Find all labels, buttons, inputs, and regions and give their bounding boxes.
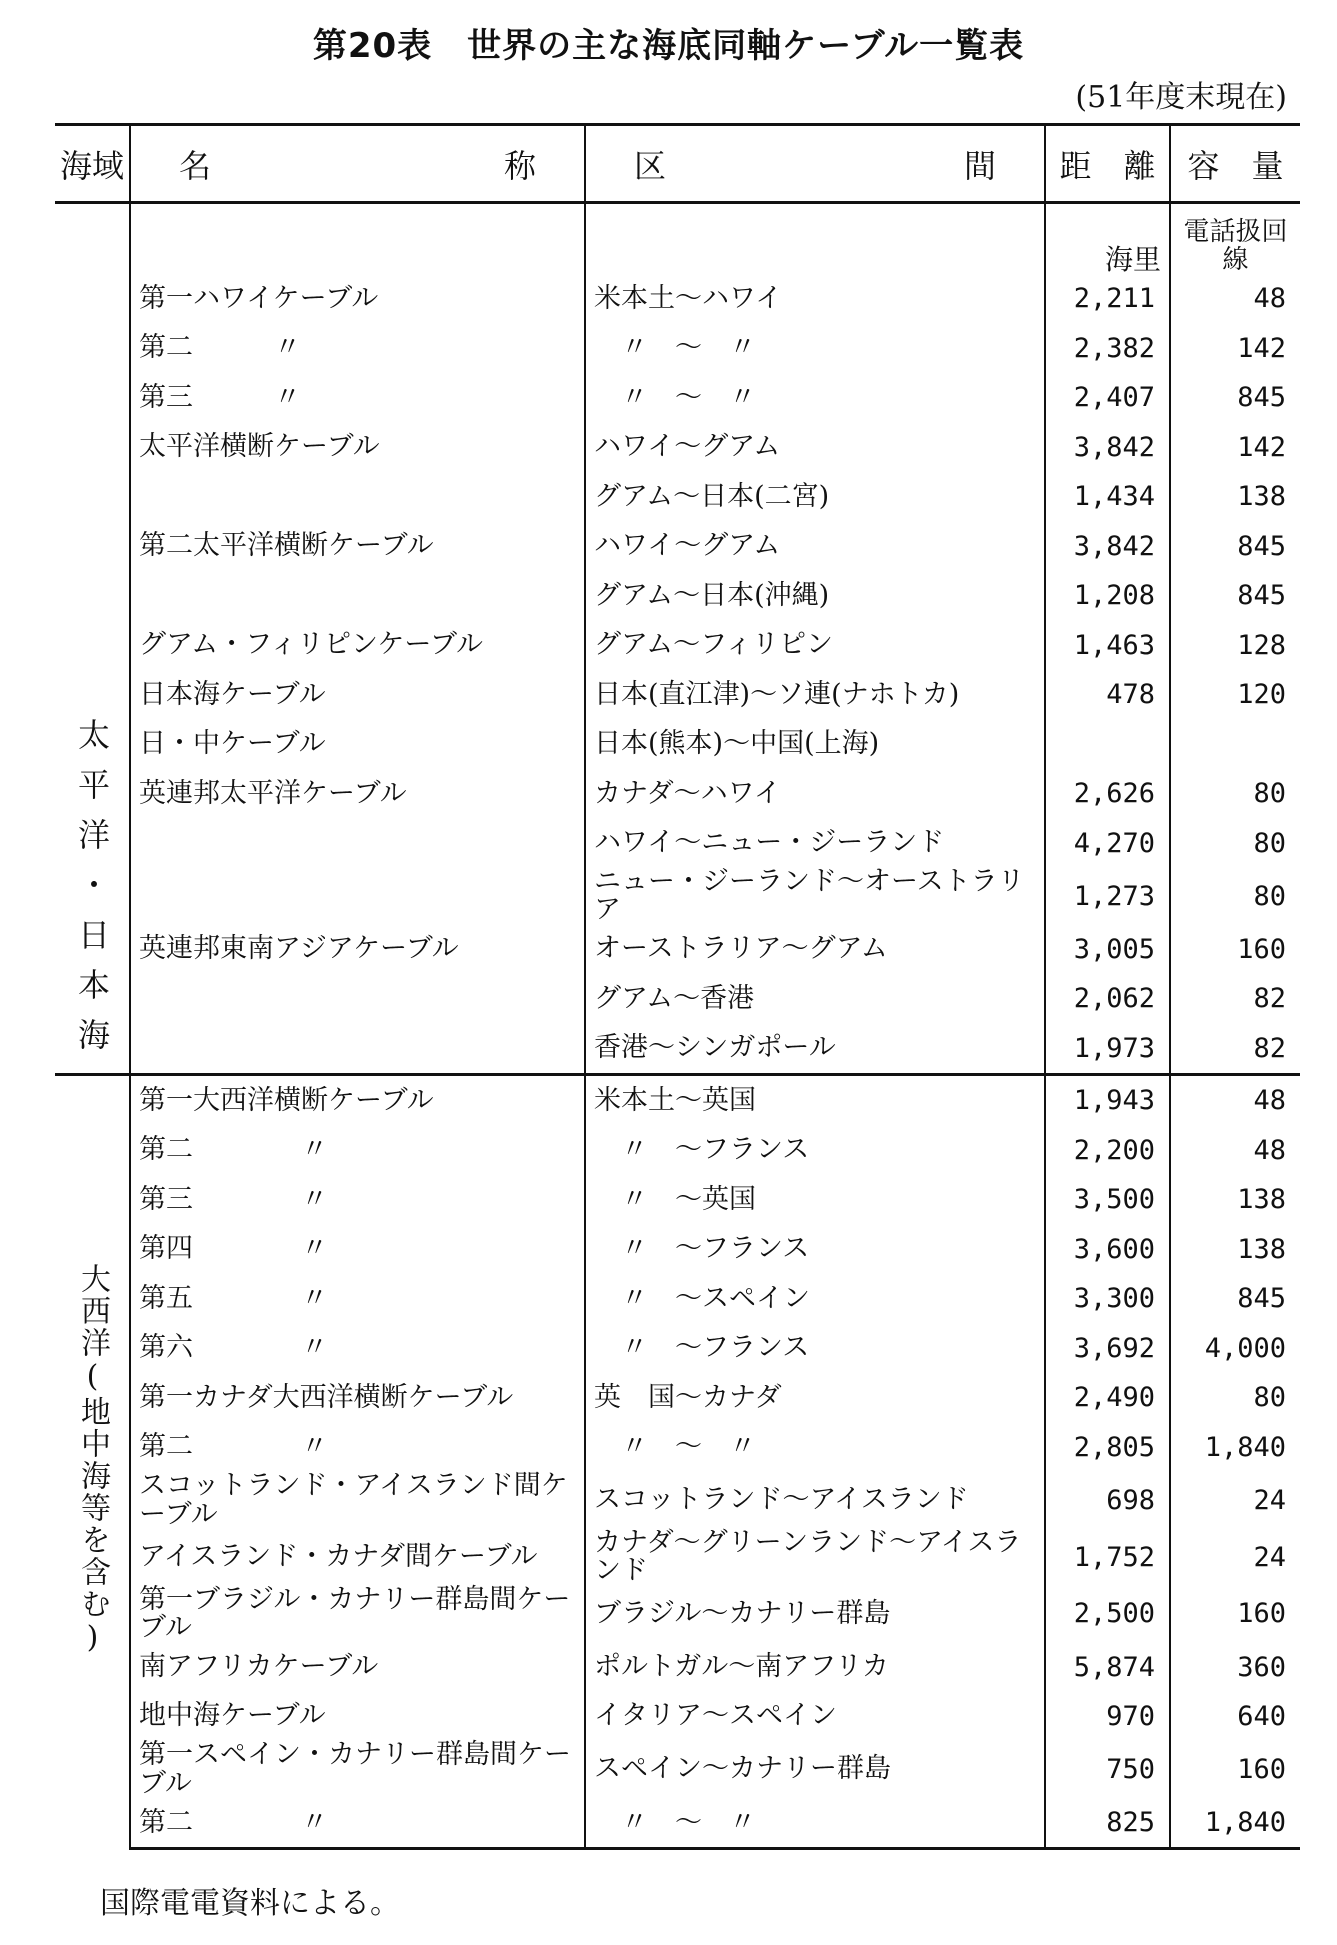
table-row <box>55 868 1300 925</box>
cable-name: 第二太平洋横断ケーブル <box>130 522 585 572</box>
cable-distance: 1,434 <box>1045 472 1170 522</box>
cable-distance: 3,842 <box>1045 522 1170 572</box>
cable-distance: 2,407 <box>1045 373 1170 423</box>
cable-distance: 2,062 <box>1045 974 1170 1024</box>
cable-capacity: 160 <box>1237 1598 1286 1630</box>
cable-distance: 5,874 <box>1045 1642 1170 1692</box>
cable-distance: 3,842 <box>1045 423 1170 473</box>
cable-capacity: 80 <box>1253 880 1286 912</box>
cable-section: 〃 ～ 〃 <box>585 1798 1045 1849</box>
cable-distance: 1,463 <box>1045 621 1170 671</box>
table-title: 第20表 世界の主な海底同軸ケーブル一覧表 <box>312 26 1025 66</box>
cable-table <box>55 123 1314 1850</box>
cable-capacity: 360 <box>1237 1651 1286 1683</box>
cable-name: グアム・フィリピンケーブル <box>130 621 585 671</box>
table-row <box>55 769 1300 819</box>
capacity-unit-cell <box>1170 203 1314 275</box>
cable-name: 第一ハワイケーブル <box>130 274 585 324</box>
cable-capacity: 845 <box>1237 580 1286 612</box>
cable-section: オーストラリア～グアム <box>585 925 1045 975</box>
cable-name <box>130 1024 585 1075</box>
cable-distance: 2,805 <box>1045 1423 1170 1473</box>
cable-capacity: 640 <box>1237 1701 1286 1732</box>
cable-section: カナダ～ハワイ <box>585 769 1045 819</box>
cable-section: グアム～日本(沖縄) <box>585 571 1045 621</box>
cable-section: 〃 ～フランス <box>585 1324 1045 1374</box>
cable-distance: 1,208 <box>1045 571 1170 621</box>
distance-unit-cell <box>1045 203 1170 275</box>
table-row <box>55 1274 1300 1324</box>
cable-section: ハワイ～グアム <box>585 423 1045 473</box>
cable-capacity: 80 <box>1253 778 1286 810</box>
cable-name: 太平洋横断ケーブル <box>130 423 585 473</box>
cable-distance: 1,943 <box>1045 1075 1170 1126</box>
cable-name: 第一スペイン・カナリー群島間ケーブル <box>130 1741 585 1798</box>
table-row <box>55 621 1300 671</box>
cable-name <box>130 472 585 522</box>
cable-section: 〃 ～ 〃 <box>585 324 1045 374</box>
cable-capacity: 24 <box>1253 1541 1286 1573</box>
cable-section: 〃 ～フランス <box>585 1225 1045 1275</box>
cable-capacity: 24 <box>1253 1485 1286 1517</box>
cable-distance: 698 <box>1045 1472 1170 1529</box>
table-row <box>55 1586 1300 1643</box>
table-row <box>55 1225 1300 1275</box>
cable-name: 第二 〃 <box>130 1423 585 1473</box>
cable-capacity: 128 <box>1237 629 1286 661</box>
cable-distance: 825 <box>1045 1798 1170 1849</box>
cable-capacity: 80 <box>1253 1382 1286 1414</box>
header-section: 区 間 <box>585 125 1045 203</box>
table-header <box>55 125 1300 203</box>
cable-capacity: 80 <box>1253 827 1286 859</box>
cable-capacity: 138 <box>1237 481 1286 513</box>
cable-name <box>130 868 585 925</box>
cable-capacity: 845 <box>1237 382 1286 414</box>
table-row <box>55 324 1300 374</box>
table-row <box>55 423 1300 473</box>
cable-capacity: 4,000 <box>1204 1332 1286 1364</box>
cable-distance: 2,626 <box>1045 769 1170 819</box>
cable-section: ブラジル～カナリー群島 <box>585 1586 1045 1643</box>
cable-capacity: 120 <box>1237 679 1286 711</box>
region-label: 太平洋・日本海 <box>73 718 111 1069</box>
table-row <box>55 1798 1300 1849</box>
cable-capacity: 48 <box>1170 1075 1300 1126</box>
cable-name: 第一カナダ大西洋横断ケーブル <box>130 1373 585 1423</box>
cable-name: アイスランド・カナダ間ケーブル <box>130 1529 585 1586</box>
header-distance: 距 離 <box>1045 125 1170 203</box>
cable-section: スペイン～カナリー群島 <box>585 1741 1045 1798</box>
table-row <box>55 720 1300 770</box>
cable-distance: 2,211 <box>1045 274 1170 324</box>
table-row <box>55 472 1300 522</box>
cable-capacity: 142 <box>1237 431 1286 463</box>
cable-distance: 4,270 <box>1045 819 1170 869</box>
distance-unit: 海里 <box>1104 243 1161 276</box>
cable-distance: 3,300 <box>1045 1274 1170 1324</box>
cable-distance: 2,500 <box>1045 1586 1170 1643</box>
cable-name: 英連邦太平洋ケーブル <box>130 769 585 819</box>
table-body <box>55 203 1314 1849</box>
cable-name: スコットランド・アイスランド間ケーブル <box>130 1472 585 1529</box>
region-cell <box>55 203 130 1075</box>
cable-section: 〃 ～スペイン <box>585 1274 1045 1324</box>
cable-section: 〃 ～フランス <box>585 1126 1045 1176</box>
table-row <box>55 819 1300 869</box>
cable-distance: 3,692 <box>1045 1324 1170 1374</box>
cable-distance: 750 <box>1045 1741 1170 1798</box>
table-row <box>55 1024 1300 1075</box>
section-cell <box>585 203 1045 275</box>
cable-name: 第六 〃 <box>130 1324 585 1374</box>
cable-capacity: 845 <box>1237 530 1286 562</box>
cable-section: グアム～日本(二宮) <box>585 472 1045 522</box>
header-capacity: 容 量 <box>1170 125 1300 203</box>
cable-name: 第二 〃 <box>130 324 585 374</box>
cable-name: 南アフリカケーブル <box>130 1642 585 1692</box>
cable-name: 第三 〃 <box>130 1175 585 1225</box>
cable-section: グアム～香港 <box>585 974 1045 1024</box>
table-row <box>55 1423 1300 1473</box>
cable-capacity: 160 <box>1237 1754 1286 1786</box>
cable-name <box>130 571 585 621</box>
cable-name: 第一ブラジル・カナリー群島間ケーブル <box>130 1586 585 1643</box>
cable-section: 英 国～カナダ <box>585 1373 1045 1423</box>
cable-distance: 1,973 <box>1045 1024 1170 1075</box>
table-row <box>55 1373 1300 1423</box>
cable-distance: 970 <box>1045 1692 1170 1742</box>
cable-section: 日本(直江津)～ソ連(ナホトカ) <box>585 670 1045 720</box>
cable-name: 第三 〃 <box>130 373 585 423</box>
cable-section: ポルトガル～南アフリカ <box>585 1642 1045 1692</box>
cable-section: ニュー・ジーランド～オーストラリア <box>585 868 1045 925</box>
cable-name: 英連邦東南アジアケーブル <box>130 925 585 975</box>
cable-section: 米本土～英国 <box>585 1075 1045 1126</box>
cable-distance: 3,600 <box>1045 1225 1170 1275</box>
cable-capacity: 160 <box>1237 933 1286 965</box>
cable-capacity: 82 <box>1253 1032 1286 1064</box>
cable-capacity <box>1170 720 1300 770</box>
cable-name: 第二 〃 <box>130 1126 585 1176</box>
cable-name: 第五 〃 <box>130 1274 585 1324</box>
table-row <box>55 1126 1300 1176</box>
header-region: 海域 <box>55 125 130 203</box>
cable-section: グアム～フィリピン <box>585 621 1045 671</box>
cable-distance: 478 <box>1045 670 1170 720</box>
table-row <box>55 373 1300 423</box>
table-row <box>55 1692 1300 1742</box>
cable-capacity: 142 <box>1237 332 1286 364</box>
cable-section: イタリア～スペイン <box>585 1692 1045 1742</box>
cable-name: 地中海ケーブル <box>130 1692 585 1742</box>
cable-section: 香港～シンガポール <box>585 1024 1045 1075</box>
table-row <box>55 925 1300 975</box>
table-row <box>55 1324 1300 1374</box>
cable-section: カナダ～グリーンランド～アイスランド <box>585 1529 1045 1586</box>
name-cell <box>130 203 585 275</box>
cable-name <box>130 819 585 869</box>
cable-distance: 3,500 <box>1045 1175 1170 1225</box>
table-row <box>55 274 1300 324</box>
source-note: 国際電電資料による。 <box>100 1886 400 1921</box>
table-row <box>55 670 1300 720</box>
cable-section: 日本(熊本)～中国(上海) <box>585 720 1045 770</box>
cable-section: ハワイ～ニュー・ジーランド <box>585 819 1045 869</box>
cable-name: 日本海ケーブル <box>130 670 585 720</box>
region-label: 大西洋(地中海等を含む) <box>75 1263 110 1658</box>
capacity-unit: 電話扱回 線 <box>1183 217 1314 275</box>
cable-capacity: 1,840 <box>1170 1798 1300 1849</box>
cable-section: 〃 ～英国 <box>585 1175 1045 1225</box>
cable-name: 第四 〃 <box>130 1225 585 1275</box>
cable-capacity: 845 <box>1237 1283 1286 1315</box>
cable-distance: 2,490 <box>1045 1373 1170 1423</box>
table-row <box>55 1642 1300 1692</box>
as-of-date: (51年度末現在) <box>1075 80 1287 115</box>
table-row <box>55 1472 1300 1529</box>
cable-distance: 1,752 <box>1045 1529 1170 1586</box>
cable-distance: 2,382 <box>1045 324 1170 374</box>
cable-section: 米本土～ハワイ <box>585 274 1045 324</box>
table-row <box>55 1529 1300 1586</box>
table-row <box>55 1075 1300 1126</box>
cable-capacity: 138 <box>1237 1233 1286 1265</box>
cable-name <box>130 974 585 1024</box>
cable-section: 〃 ～ 〃 <box>585 1423 1045 1473</box>
cable-capacity: 48 <box>1253 283 1286 315</box>
cable-capacity: 1,840 <box>1204 1431 1286 1463</box>
cable-distance: 3,005 <box>1045 925 1170 975</box>
cable-section: ハワイ～グアム <box>585 522 1045 572</box>
header-name: 名 称 <box>130 125 585 203</box>
cable-distance <box>1045 720 1170 770</box>
table-row <box>55 522 1300 572</box>
cable-name: 日・中ケーブル <box>130 720 585 770</box>
cable-name: 第一大西洋横断ケーブル <box>130 1075 585 1126</box>
region-cell <box>55 1075 130 1849</box>
cable-distance: 1,273 <box>1045 868 1170 925</box>
cable-capacity: 48 <box>1253 1134 1286 1166</box>
cable-name: 第二 〃 <box>130 1798 585 1849</box>
table-row <box>55 1175 1300 1225</box>
cable-section: スコットランド～アイスランド <box>585 1472 1045 1529</box>
unit-row <box>55 203 1300 275</box>
table-row <box>55 974 1300 1024</box>
table-row <box>55 571 1300 621</box>
cable-distance: 2,200 <box>1045 1126 1170 1176</box>
table-row <box>55 1741 1300 1798</box>
cable-capacity: 138 <box>1237 1184 1286 1216</box>
cable-capacity: 82 <box>1253 983 1286 1015</box>
cable-section: 〃 ～ 〃 <box>585 373 1045 423</box>
